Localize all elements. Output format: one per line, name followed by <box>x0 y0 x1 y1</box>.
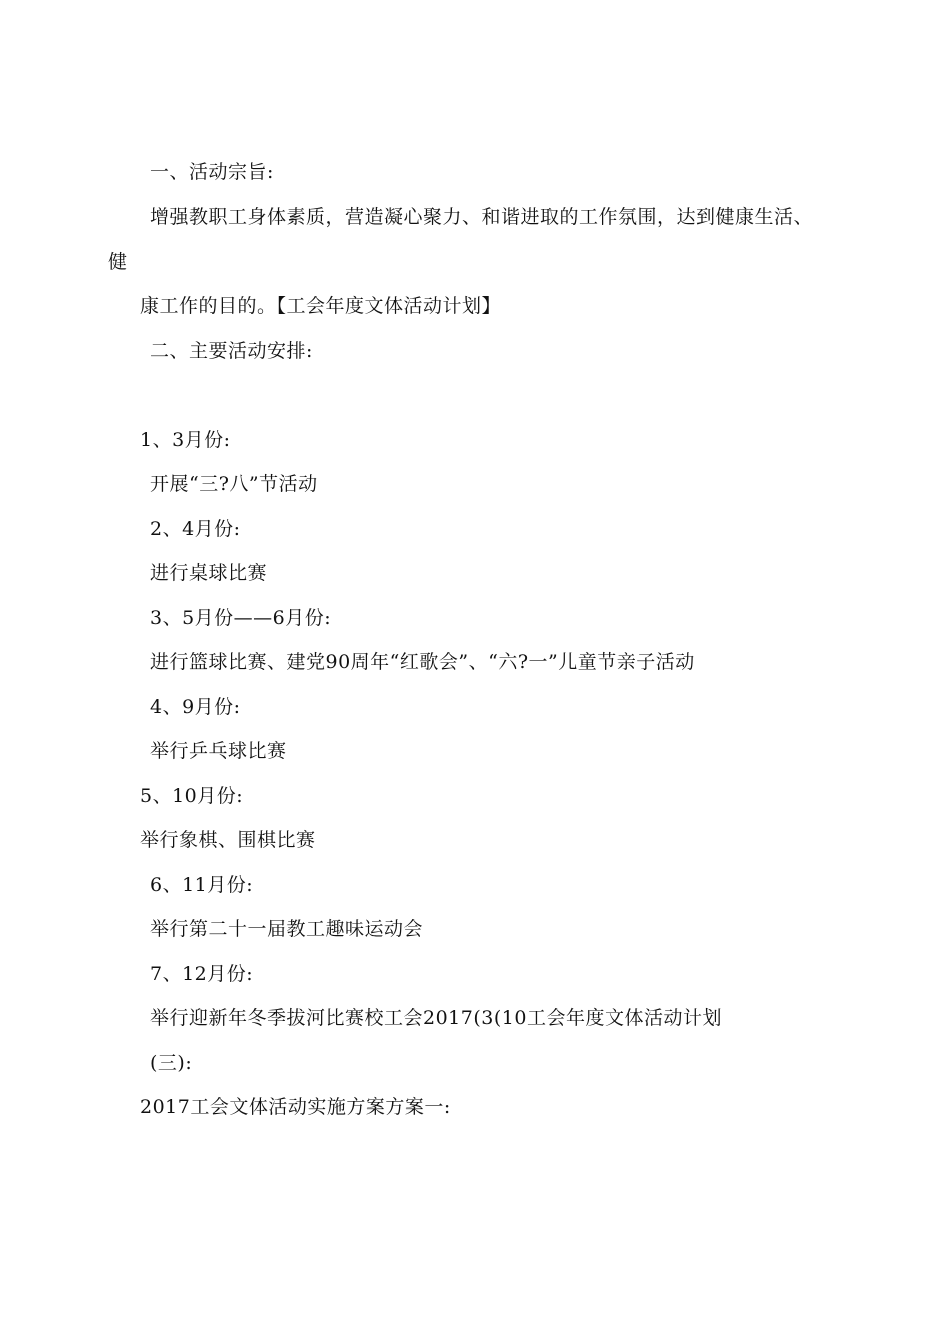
schedule-activity: 进行篮球比赛、建党90周年“红歌会”、“六?一”儿童节亲子活动 <box>150 651 695 673</box>
schedule-activity: 举行象棋、围棋比赛 <box>140 829 316 851</box>
schedule-month: 4、9月份: <box>150 696 241 718</box>
schedule-activity: 举行乒乓球比赛 <box>150 740 287 762</box>
paragraph-line: (三): <box>150 1052 193 1074</box>
paragraph-line: 2017工会文体活动实施方案方案一: <box>140 1096 451 1118</box>
schedule-month: 1、3月份: <box>140 429 231 451</box>
schedule-month: 6、11月份: <box>150 874 254 896</box>
paragraph-line: 康工作的目的。【工会年度文体活动计划】 <box>140 295 502 317</box>
schedule-month: 7、12月份: <box>150 963 254 985</box>
paragraph-line: 健 <box>108 251 128 273</box>
schedule-month: 5、10月份: <box>140 785 244 807</box>
schedule-activity: 开展“三?八”节活动 <box>150 473 318 495</box>
schedule-month: 2、4月份: <box>150 518 241 540</box>
schedule-activity: 举行迎新年冬季拔河比赛校工会2017(3(10工会年度文体活动计划 <box>150 1007 722 1029</box>
schedule-activity: 进行桌球比赛 <box>150 562 268 584</box>
section-heading-purpose: 一、活动宗旨: <box>150 161 274 183</box>
section-heading-schedule: 二、主要活动安排: <box>150 340 313 362</box>
schedule-month: 3、5月份——6月份: <box>150 607 332 629</box>
paragraph-line: 增强教职工身体素质，营造凝心聚力、和谐进取的工作氛围，达到健康生活、 <box>150 206 814 228</box>
schedule-activity: 举行第二十一届教工趣味运动会 <box>150 918 424 940</box>
